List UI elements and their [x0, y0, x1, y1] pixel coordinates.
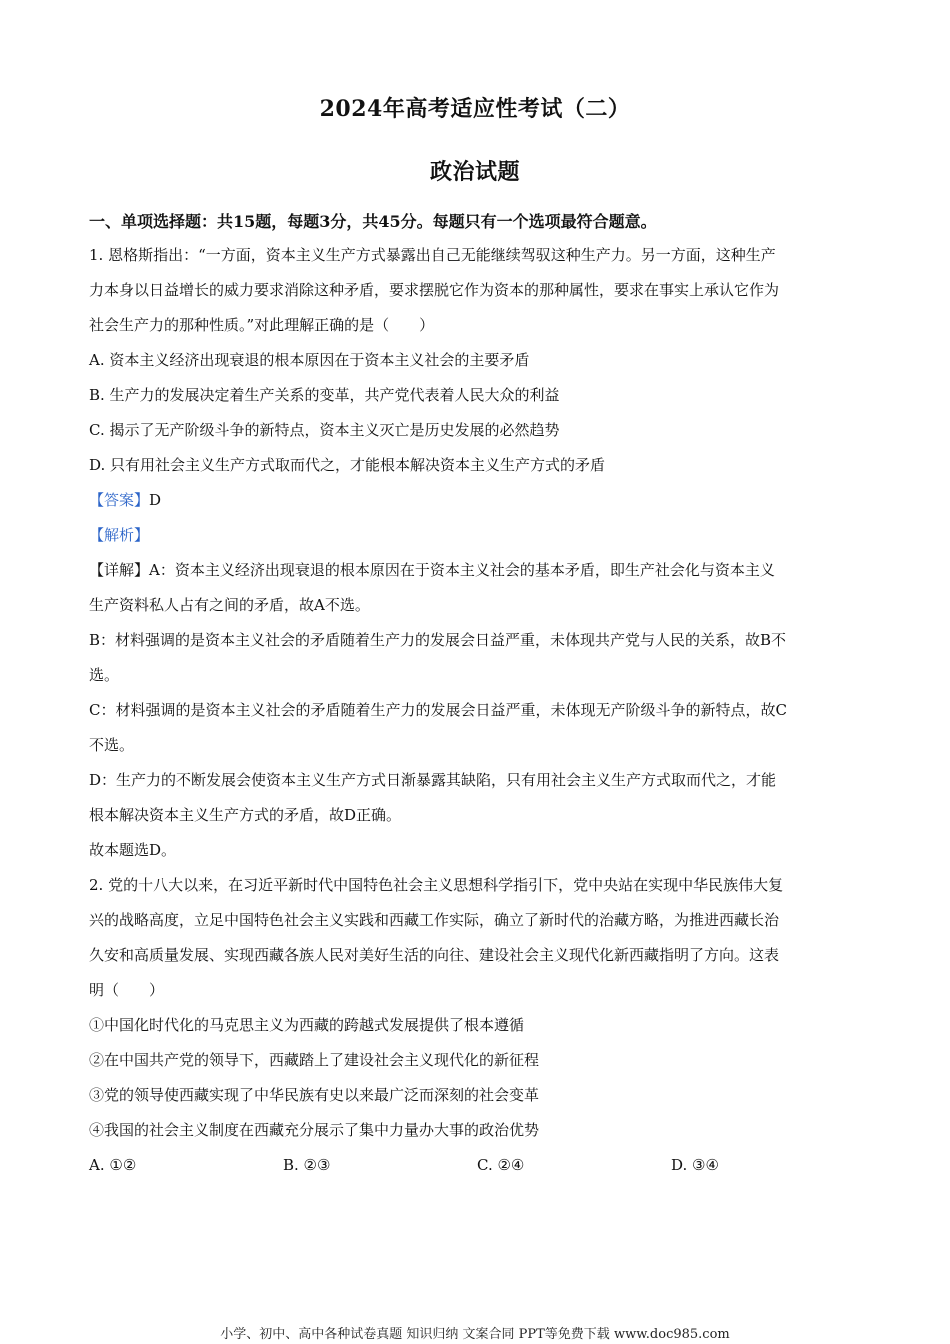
statement-2: ②在中国共产党的领导下，西藏踏上了建设社会主义现代化的新征程 — [89, 1051, 540, 1069]
option-b: B. ②③ — [283, 1156, 331, 1174]
detail-label: 【详解】 — [89, 561, 150, 579]
option-c: C. ②④ — [477, 1156, 525, 1174]
question-stem-line: 社会生产力的那种性质。”对此理解正确的是（ ） — [89, 316, 435, 334]
detail-line: D：生产力的不断发展会使资本主义生产方式日渐暴露其缺陷，只有用社会主义生产方式取而代之，才能 — [89, 771, 777, 789]
detail-line: 选。 — [89, 666, 120, 684]
option-a: A. 资本主义经济出现衰退的根本原因在于资本主义社会的主要矛盾 — [89, 351, 530, 369]
question-2 — [89, 868, 867, 1183]
subject-title: 政治试题 — [429, 159, 520, 185]
exam-title: 2024年高考适应性考试（二） — [319, 96, 631, 122]
option-d: D. ③④ — [671, 1156, 719, 1174]
question-stem-line: 力本身以日益增长的威力要求消除这种矛盾，要求摆脱它作为资本的那种属性，要求在事实上承认它作为 — [89, 281, 780, 299]
section-heading: 一、单项选择题：共15题，每题3分，共45分。每题只有一个选项最符合题意。 — [89, 212, 657, 231]
detail-line: 根本解决资本主义生产方式的矛盾，故D正确。 — [89, 806, 402, 824]
conclusion-line: 故本题选D。 — [89, 841, 177, 859]
analysis-line — [89, 518, 867, 553]
question-stem-line: 明（ ） — [89, 981, 165, 999]
analysis-label: 【解析】 — [89, 526, 150, 544]
detail-line: B：材料强调的是资本主义社会的矛盾随着生产力的发展会日益严重，未体现共产党与人民的关系，故B不 — [89, 631, 787, 649]
question-stem-line: 久安和高质量发展、实现西藏各族人民对美好生活的向往、建设社会主义现代化新西藏指明了方向。这表 — [89, 946, 780, 964]
statement-3: ③党的领导使西藏实现了中华民族有史以来最广泛而深刻的社会变革 — [89, 1086, 540, 1104]
detail-text: A：资本主义经济出现衰退的根本原因在于资本主义社会的基本矛盾，即生产社会化与资本主义 — [149, 561, 775, 579]
question-stem-line: 2. 党的十八大以来，在习近平新时代中国特色社会主义思想科学指引下，党中央站在实现中华民族伟大复 — [89, 876, 784, 894]
detail-line: 不选。 — [89, 736, 135, 754]
statement-4: ④我国的社会主义制度在西藏充分展示了集中力量办大事的政治优势 — [89, 1121, 540, 1139]
detail-line — [89, 553, 867, 588]
option-a: A. ①② — [89, 1156, 137, 1174]
question-stem-line: 1. 恩格斯指出：“一方面，资本主义生产方式暴露出自己无能继续驾驭这种生产力。另一方面，这种生产 — [89, 246, 776, 264]
option-d: D. 只有用社会主义生产方式取而代之，才能根本解决资本主义生产方式的矛盾 — [89, 456, 606, 474]
option-b: B. 生产力的发展决定着生产关系的变革，共产党代表着人民大众的利益 — [89, 386, 560, 404]
options-row — [89, 1148, 867, 1183]
page-footer: 小学、初中、高中各种试卷真题 知识归纳 文案合同 PPT等免费下载 www.doc985.com — [220, 1327, 730, 1342]
answer-value: D — [149, 491, 162, 509]
answer-line — [89, 483, 867, 518]
detail-line: 生产资料私人占有之间的矛盾，故A不选。 — [89, 596, 370, 614]
option-c: C. 揭示了无产阶级斗争的新特点，资本主义灭亡是历史发展的必然趋势 — [89, 421, 560, 439]
answer-label: 【答案】 — [89, 491, 150, 509]
question-1 — [89, 238, 867, 868]
questions-body — [89, 238, 867, 1183]
statement-1: ①中国化时代化的马克思主义为西藏的跨越式发展提供了根本遵循 — [89, 1016, 525, 1034]
question-stem-line: 兴的战略高度，立足中国特色社会主义实践和西藏工作实际，确立了新时代的治藏方略，为推进西藏长治 — [89, 911, 780, 929]
detail-line: C：材料强调的是资本主义社会的矛盾随着生产力的发展会日益严重，未体现无产阶级斗争的新特点，故C — [89, 701, 787, 719]
